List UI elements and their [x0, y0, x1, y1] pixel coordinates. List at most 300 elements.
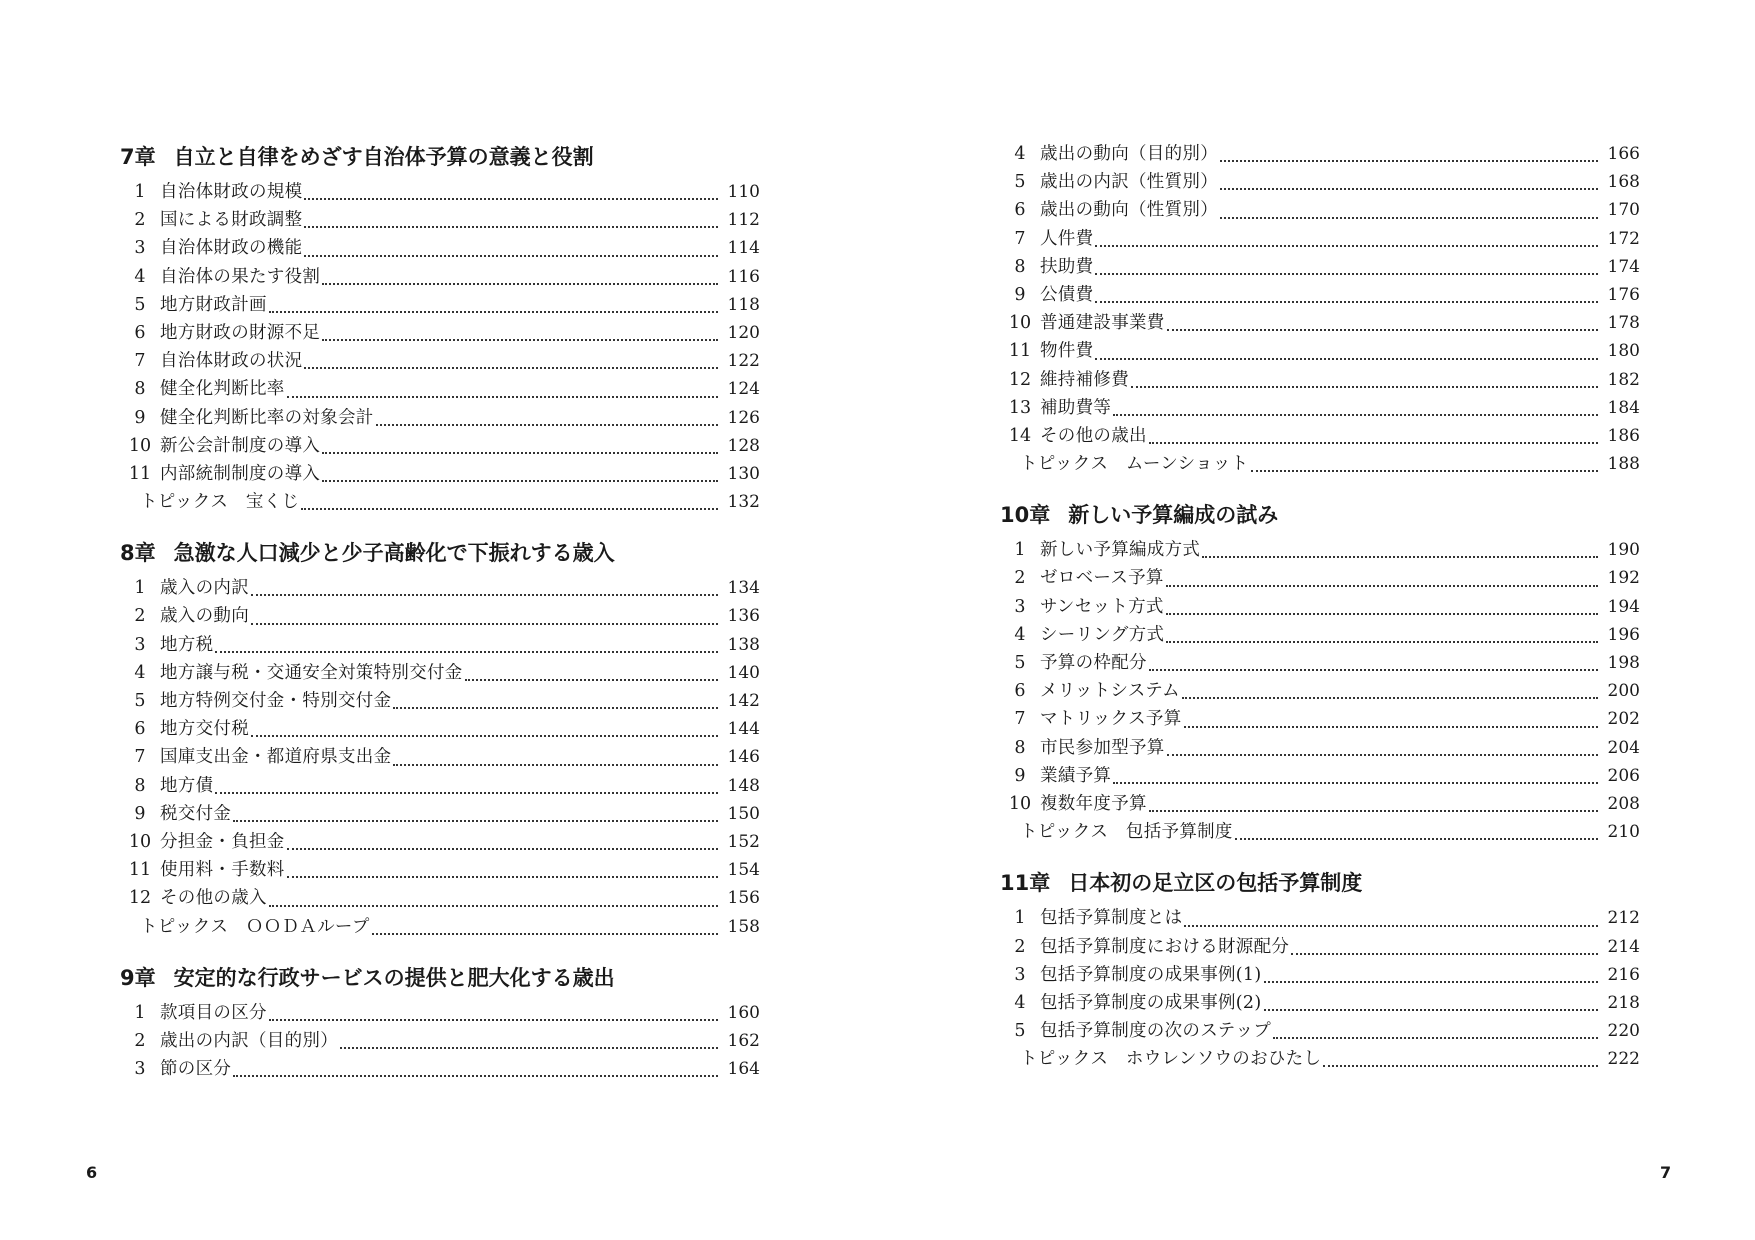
leader-dots [322, 283, 718, 285]
leader-dots [1182, 697, 1598, 699]
leader-dots [1149, 810, 1598, 812]
toc-entry [120, 574, 760, 602]
toc-entry [120, 319, 760, 347]
entry-title: 補助費等 [1040, 397, 1112, 418]
entry-page-number: 166 [1607, 144, 1640, 164]
entry-page-number: 114 [727, 238, 760, 259]
entry-number: 3 [1014, 596, 1026, 617]
leader-dots [287, 396, 718, 398]
entry-number: 10 [1008, 313, 1032, 334]
entry-page-number: 142 [727, 691, 760, 711]
leader-dots [465, 679, 718, 681]
chapter-section [120, 961, 760, 1084]
leader-dots [1095, 301, 1598, 303]
entry-page-number: 144 [727, 719, 760, 740]
toc-entry [1000, 649, 1640, 677]
leader-dots [304, 367, 718, 369]
entry-page-number: 194 [1607, 596, 1640, 617]
toc-entry [120, 800, 760, 828]
toc-entry [1000, 790, 1640, 818]
entry-title: 人件費 [1040, 228, 1094, 249]
leader-dots [251, 623, 718, 625]
entry-number: 1 [1014, 540, 1026, 561]
entry-number: 6 [134, 322, 146, 343]
entry-title: シーリング方式 [1040, 624, 1165, 645]
leader-dots [1291, 953, 1598, 955]
entry-title: 包括予算制度における財源配分 [1040, 936, 1290, 957]
leader-dots [1149, 669, 1598, 671]
entry-title: 歳入の動向 [160, 606, 249, 627]
entry-page-number: 216 [1607, 964, 1640, 985]
entry-title: 包括予算制度の成果事例(2) [1040, 992, 1262, 1013]
chapter-heading [1000, 498, 1640, 532]
entry-number: 1 [1014, 908, 1026, 929]
toc-entry [1000, 394, 1640, 422]
toc-entry [120, 659, 760, 687]
toc-entry [1000, 309, 1640, 337]
toc-entry [120, 1027, 760, 1055]
entry-number: 6 [134, 719, 146, 740]
entry-title: トピックス 宝くじ [140, 492, 300, 513]
toc-entry [1000, 734, 1640, 762]
entry-title: 新しい予算編成方式 [1040, 540, 1201, 561]
entry-number: 3 [134, 238, 146, 259]
toc-entry [1000, 933, 1640, 961]
entry-number: 10 [1008, 793, 1032, 814]
entry-title: その他の歳出 [1040, 425, 1147, 446]
toc-entry [1000, 281, 1640, 309]
entry-title: 使用料・手数料 [160, 860, 285, 881]
entry-page-number: 222 [1607, 1049, 1640, 1070]
entry-title: 国庫支出金・都道府県支出金 [160, 747, 392, 768]
entry-number: 2 [134, 606, 146, 627]
entry-page-number: 132 [727, 492, 760, 513]
leader-dots [340, 1047, 718, 1049]
chapter-heading [120, 961, 760, 995]
entry-page-number: 178 [1607, 313, 1640, 334]
entry-page-number: 116 [727, 266, 760, 287]
toc-topic-entry [120, 913, 760, 941]
entry-page-number: 176 [1607, 284, 1640, 305]
entry-number: 6 [1014, 200, 1026, 221]
entry-title: 健全化判断比率 [160, 379, 285, 400]
entry-page-number: 208 [1607, 793, 1640, 814]
entry-number: 8 [134, 379, 146, 400]
toc-entry [1000, 253, 1640, 281]
entry-number: 7 [1014, 228, 1026, 249]
entry-number: 8 [1014, 256, 1026, 277]
entry-page-number: 128 [727, 435, 760, 456]
entry-title: 自治体財政の状況 [160, 351, 303, 372]
chapter-title: 新しい予算編成の試み [1068, 503, 1279, 528]
chapter-title: 日本初の足立区の包括予算制度 [1068, 871, 1363, 896]
chapter-title: 急激な人口減少と少子高齢化で下振れする歳入 [173, 541, 615, 566]
entry-page-number: 154 [727, 860, 760, 881]
leader-dots [1166, 613, 1598, 615]
entry-page-number: 172 [1607, 228, 1640, 249]
leader-dots [304, 198, 718, 200]
entry-number: 7 [134, 351, 146, 372]
entry-title: トピックス ムーンショット [1020, 454, 1249, 475]
entry-page-number: 200 [1607, 681, 1640, 702]
leader-dots [376, 424, 718, 426]
entry-page-number: 162 [727, 1030, 760, 1051]
toc-entry [120, 375, 760, 403]
entry-page-number: 110 [727, 182, 760, 202]
page-number-left: 6 [86, 1163, 98, 1182]
leader-dots [1264, 981, 1599, 983]
leader-dots [1095, 273, 1598, 275]
toc-entry [120, 432, 760, 460]
leader-dots [287, 876, 718, 878]
chapter-title: 自立と自律をめざす自治体予算の意義と役割 [173, 145, 594, 169]
toc-entry [1000, 904, 1640, 932]
entry-number: 2 [1014, 936, 1026, 957]
toc-topic-entry [120, 488, 760, 516]
entry-title: 歳出の内訳（性質別） [1040, 172, 1218, 193]
entry-page-number: 156 [727, 888, 760, 909]
chapter-heading [120, 140, 760, 174]
entry-number: 5 [1014, 172, 1026, 193]
entry-page-number: 188 [1607, 454, 1640, 475]
entry-page-number: 168 [1607, 172, 1640, 193]
entry-number: 1 [134, 578, 146, 599]
toc-topic-entry [1000, 1045, 1640, 1073]
entry-page-number: 180 [1607, 341, 1640, 362]
entry-title: 包括予算制度とは [1040, 908, 1183, 929]
entry-title: 地方特例交付金・特別交付金 [160, 691, 392, 711]
entry-number: 1 [134, 182, 146, 202]
toc-left-column [120, 140, 760, 1083]
leader-dots [1220, 217, 1598, 219]
toc-entry [1000, 961, 1640, 989]
toc-entry [120, 1055, 760, 1083]
entry-title: 包括予算制度の次のステップ [1040, 1021, 1272, 1042]
entry-number: 5 [134, 294, 146, 315]
leader-dots [1235, 838, 1598, 840]
chapter-section [1000, 498, 1640, 846]
toc-entry [120, 828, 760, 856]
entry-number: 11 [1008, 341, 1032, 362]
entry-title: 自治体財政の機能 [160, 238, 303, 259]
chapter-section [120, 140, 760, 516]
entry-number: 3 [1014, 964, 1026, 985]
leader-dots [1113, 782, 1598, 784]
entry-number: 9 [134, 407, 146, 428]
entry-page-number: 184 [1607, 397, 1640, 418]
entry-page-number: 202 [1607, 709, 1640, 730]
entry-page-number: 174 [1607, 256, 1640, 277]
toc-entry [1000, 1017, 1640, 1045]
entry-page-number: 198 [1607, 653, 1640, 673]
entry-title: 国による財政調整 [160, 210, 303, 231]
leader-dots [1167, 754, 1598, 756]
leader-dots [1220, 160, 1598, 162]
toc-entry [1000, 168, 1640, 196]
leader-dots [1113, 414, 1598, 416]
leader-dots [1167, 329, 1598, 331]
entry-number: 12 [128, 888, 152, 909]
entry-number: 11 [128, 463, 152, 484]
leader-dots [322, 452, 718, 454]
chapter-heading [1000, 866, 1640, 900]
entry-number: 2 [1014, 568, 1026, 589]
leader-dots [1184, 726, 1598, 728]
entry-title: 新公会計制度の導入 [160, 435, 321, 456]
entry-number: 8 [134, 775, 146, 796]
entry-page-number: 148 [727, 775, 760, 796]
entry-page-number: 126 [727, 407, 760, 428]
entry-title: 地方税 [160, 634, 214, 655]
entry-page-number: 186 [1607, 425, 1640, 446]
entry-title: 健全化判断比率の対象会計 [160, 407, 374, 428]
entry-page-number: 120 [727, 322, 760, 343]
leader-dots [1095, 245, 1598, 247]
entry-page-number: 170 [1607, 200, 1640, 221]
chapter-heading [120, 536, 760, 570]
toc-entry [1000, 140, 1640, 168]
toc-entry [1000, 337, 1640, 365]
entry-number: 9 [1014, 765, 1026, 786]
toc-entry [120, 884, 760, 912]
entry-number: 9 [1014, 284, 1026, 305]
entry-number: 11 [128, 860, 152, 881]
leader-dots [215, 651, 718, 653]
entry-number: 3 [134, 1059, 146, 1080]
entry-title: 公債費 [1040, 284, 1094, 305]
entry-page-number: 204 [1607, 737, 1640, 758]
entry-number: 10 [128, 435, 152, 456]
entry-title: 地方交付税 [160, 719, 249, 740]
entry-title: マトリックス予算 [1040, 709, 1182, 730]
entry-title: 款項目の区分 [160, 1002, 267, 1023]
chapter-title: 安定的な行政サービスの提供と肥大化する歳出 [173, 965, 615, 990]
leader-dots [301, 508, 718, 510]
entry-title: 歳出の内訳（目的別） [160, 1030, 338, 1051]
entry-number: 4 [134, 266, 146, 287]
toc-entry [1000, 762, 1640, 790]
entry-number: 7 [134, 747, 146, 768]
toc-entry [120, 178, 760, 206]
entry-page-number: 140 [727, 662, 760, 683]
toc-entry [1000, 366, 1640, 394]
leader-dots [233, 1075, 718, 1077]
entry-page-number: 134 [727, 578, 760, 599]
entry-number: 2 [134, 1030, 146, 1051]
toc-entry [1000, 196, 1640, 224]
entry-number: 5 [134, 691, 146, 711]
leader-dots [322, 339, 718, 341]
leader-dots [1202, 556, 1598, 558]
entry-page-number: 122 [727, 351, 760, 372]
entry-number: 4 [1014, 992, 1026, 1013]
entry-number: 4 [134, 662, 146, 683]
toc-topic-entry [1000, 818, 1640, 846]
entry-title: 維持補修費 [1040, 369, 1129, 390]
entry-title: 節の区分 [160, 1059, 232, 1080]
entry-page-number: 124 [727, 379, 760, 400]
chapter-number: 11章 [1000, 871, 1051, 896]
leader-dots [251, 594, 718, 596]
leader-dots [269, 311, 718, 313]
entry-number: 13 [1008, 397, 1032, 418]
leader-dots [1095, 358, 1598, 360]
toc-topic-entry [1000, 450, 1640, 478]
toc-right-column [1000, 140, 1640, 1073]
entry-title: 分担金・負担金 [160, 831, 285, 852]
entry-number: 8 [1014, 737, 1026, 758]
entry-title: 地方譲与税・交通安全対策特別交付金 [160, 662, 463, 683]
leader-dots [215, 792, 718, 794]
leader-dots [1220, 188, 1598, 190]
leader-dots [1166, 585, 1598, 587]
leader-dots [287, 848, 718, 850]
leader-dots [269, 1019, 718, 1021]
entry-title: その他の歳入 [160, 888, 267, 909]
toc-entry [120, 999, 760, 1027]
toc-entry [120, 602, 760, 630]
leader-dots [251, 735, 718, 737]
entry-title: 歳出の動向（性質別） [1040, 200, 1218, 221]
leader-dots [1251, 470, 1598, 472]
leader-dots [233, 820, 718, 822]
entry-page-number: 112 [727, 210, 760, 231]
toc-entry [120, 856, 760, 884]
toc-entry [1000, 422, 1640, 450]
entry-page-number: 158 [727, 916, 760, 937]
leader-dots [1166, 641, 1598, 643]
entry-title: 歳入の内訳 [160, 578, 249, 599]
toc-entry [1000, 564, 1640, 592]
entry-title: 自治体の果たす役割 [160, 266, 321, 287]
entry-title: 業績予算 [1040, 765, 1112, 786]
entry-page-number: 214 [1607, 936, 1640, 957]
entry-page-number: 152 [727, 831, 760, 852]
entry-page-number: 164 [727, 1059, 760, 1080]
entry-page-number: 192 [1607, 568, 1640, 589]
toc-entry [120, 263, 760, 291]
entry-number: 9 [134, 803, 146, 824]
toc-entry [120, 631, 760, 659]
toc-entry [120, 404, 760, 432]
leader-dots [322, 480, 718, 482]
entry-title: トピックス 包括予算制度 [1020, 822, 1233, 843]
entry-page-number: 206 [1607, 765, 1640, 786]
entry-number: 4 [1014, 624, 1026, 645]
entry-title: 地方財政の財源不足 [160, 322, 321, 343]
toc-entry [120, 347, 760, 375]
entry-title: 地方債 [160, 775, 214, 796]
entry-page-number: 146 [727, 747, 760, 768]
entry-page-number: 130 [727, 463, 760, 484]
chapter-number: 9章 [120, 965, 156, 990]
entry-number: 14 [1008, 425, 1032, 446]
toc-entry [120, 206, 760, 234]
entry-title: 包括予算制度の成果事例(1) [1040, 964, 1262, 985]
entry-title: 市民参加型予算 [1040, 737, 1165, 758]
entry-page-number: 118 [727, 294, 760, 315]
entry-page-number: 210 [1607, 822, 1640, 843]
entry-title: 普通建設事業費 [1040, 313, 1165, 334]
entry-page-number: 212 [1607, 908, 1640, 929]
entry-number: 10 [128, 831, 152, 852]
leader-dots [1264, 1009, 1599, 1011]
toc-entry [1000, 989, 1640, 1017]
toc-entry [1000, 621, 1640, 649]
leader-dots [1131, 386, 1598, 388]
chapter-section [1000, 866, 1640, 1073]
entry-page-number: 190 [1607, 540, 1640, 561]
toc-entry [120, 460, 760, 488]
entry-page-number: 150 [727, 803, 760, 824]
entry-title: 扶助費 [1040, 256, 1094, 277]
toc-entry [120, 234, 760, 262]
entry-number: 4 [1014, 144, 1026, 164]
leader-dots [372, 933, 718, 935]
toc-entry [1000, 536, 1640, 564]
entry-title: トピックス ホウレンソウのおひたし [1020, 1049, 1322, 1070]
entry-title: サンセット方式 [1040, 596, 1164, 617]
entry-page-number: 138 [727, 634, 760, 655]
leader-dots [304, 226, 718, 228]
toc-entry [1000, 225, 1640, 253]
entry-title: 歳出の動向（目的別） [1040, 144, 1218, 164]
entry-title: 予算の枠配分 [1040, 653, 1147, 673]
entry-page-number: 218 [1607, 992, 1640, 1013]
entry-title: メリットシステム [1040, 681, 1180, 702]
entry-title: 税交付金 [160, 803, 232, 824]
toc-entry [120, 291, 760, 319]
entry-title: 自治体財政の規模 [160, 182, 303, 202]
entry-page-number: 160 [727, 1002, 760, 1023]
leader-dots [1149, 442, 1598, 444]
entry-title: 物件費 [1040, 341, 1094, 362]
entry-number: 12 [1008, 369, 1032, 390]
entry-number: 6 [1014, 681, 1026, 702]
chapter-section [120, 536, 760, 940]
entry-title: 複数年度予算 [1040, 793, 1147, 814]
leader-dots [304, 255, 718, 257]
entry-number: 5 [1014, 653, 1026, 673]
leader-dots [269, 905, 718, 907]
entry-number: 1 [134, 1002, 146, 1023]
entry-page-number: 182 [1607, 369, 1640, 390]
toc-entry [120, 772, 760, 800]
entry-title: ゼロベース予算 [1040, 568, 1164, 589]
chapter-section [1000, 140, 1640, 478]
page-number-right: 7 [1660, 1163, 1672, 1182]
toc-entry [1000, 705, 1640, 733]
leader-dots [1273, 1037, 1598, 1039]
leader-dots [393, 707, 718, 709]
toc-entry [120, 743, 760, 771]
entry-number: 3 [134, 634, 146, 655]
entry-number: 7 [1014, 709, 1026, 730]
toc-entry [1000, 677, 1640, 705]
leader-dots [393, 764, 718, 766]
chapter-number: 7章 [120, 145, 156, 169]
entry-title: トピックス ＯＯＤＡループ [140, 916, 370, 937]
chapter-number: 10章 [1000, 503, 1051, 528]
chapter-number: 8章 [120, 541, 156, 566]
entry-number: 5 [1014, 1021, 1026, 1042]
leader-dots [1323, 1065, 1598, 1067]
toc-entry [1000, 593, 1640, 621]
entry-page-number: 196 [1607, 624, 1640, 645]
entry-page-number: 220 [1607, 1021, 1640, 1042]
entry-page-number: 136 [727, 606, 760, 627]
entry-title: 内部統制制度の導入 [160, 463, 321, 484]
